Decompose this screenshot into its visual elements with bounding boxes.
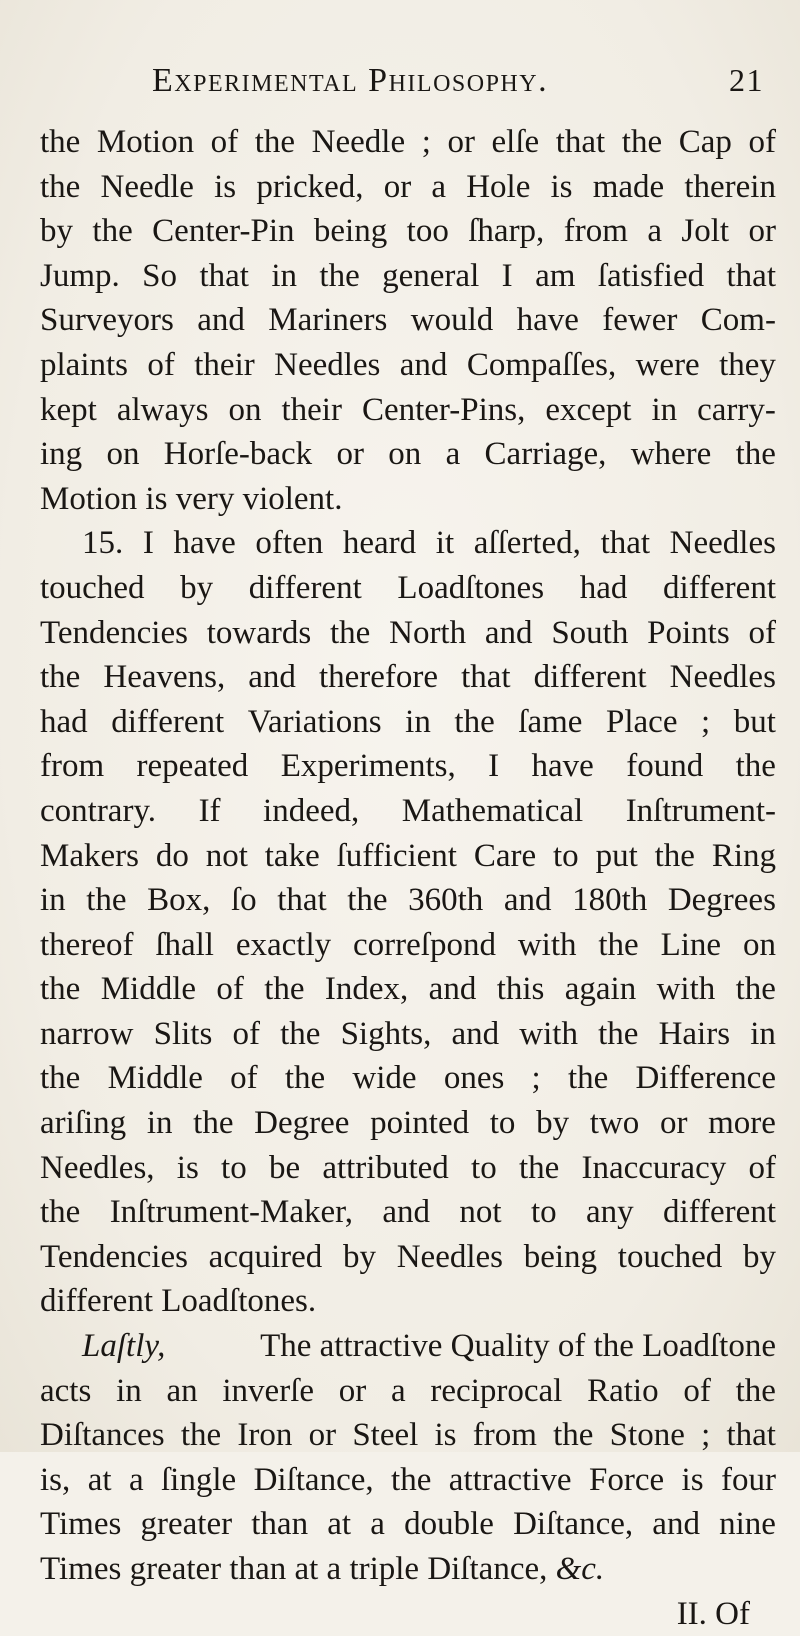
word: Carriage, xyxy=(484,436,607,473)
word: ſharp, xyxy=(468,213,545,250)
word: often xyxy=(255,525,324,562)
word: Sights, xyxy=(340,1015,432,1052)
word: from xyxy=(40,748,105,785)
word: of xyxy=(748,614,776,651)
word: the xyxy=(92,213,133,250)
word: the xyxy=(40,659,81,696)
word: be xyxy=(268,1149,301,1186)
word: the xyxy=(264,971,305,1008)
word: elſe xyxy=(491,124,540,160)
word: the xyxy=(567,1060,609,1097)
word: the xyxy=(553,1417,594,1454)
word: Degrees xyxy=(667,882,776,919)
word: different xyxy=(248,569,362,606)
word: a xyxy=(391,1372,406,1409)
word: Middle xyxy=(107,1060,203,1097)
word: the xyxy=(40,168,81,205)
word: to xyxy=(530,1194,557,1231)
word: of xyxy=(210,124,239,160)
word: the xyxy=(621,124,663,160)
word: ; xyxy=(701,1417,711,1454)
word: wide xyxy=(352,1060,417,1097)
word: the xyxy=(454,703,495,740)
word: or xyxy=(383,168,412,205)
word: more xyxy=(708,1105,776,1142)
word: the xyxy=(284,1060,326,1097)
word: on xyxy=(742,926,776,963)
word: Place xyxy=(606,703,678,740)
word: at xyxy=(87,1461,112,1498)
word: Slits xyxy=(153,1015,213,1052)
word: is xyxy=(550,168,573,205)
catchword-line xyxy=(40,1592,776,1636)
word: too xyxy=(406,213,449,250)
word: plaints xyxy=(40,346,128,383)
text-line xyxy=(40,1190,776,1235)
word: the xyxy=(735,436,776,473)
word: four xyxy=(720,1461,776,1498)
word: contrary. xyxy=(40,792,157,829)
word: to xyxy=(471,1149,497,1186)
word: greater xyxy=(140,1506,233,1543)
text-line xyxy=(40,1235,776,1280)
word: ing xyxy=(40,436,83,473)
word: narrow xyxy=(40,1015,134,1052)
word: or xyxy=(308,1417,337,1454)
word: ſingle xyxy=(161,1461,237,1498)
word: have xyxy=(173,525,236,562)
word: 180th xyxy=(572,882,648,919)
word: Force xyxy=(588,1461,665,1498)
word: heard xyxy=(342,525,417,562)
word: at xyxy=(327,1506,352,1543)
word: kept xyxy=(40,391,97,428)
word: have xyxy=(531,748,594,785)
word: the xyxy=(735,971,776,1008)
word: a xyxy=(370,1506,385,1543)
text-line xyxy=(40,655,776,700)
word: Needle xyxy=(311,124,406,160)
word: of xyxy=(748,124,776,160)
text-line xyxy=(40,521,776,566)
word: and xyxy=(503,882,552,919)
word: ones xyxy=(443,1060,505,1097)
word: different xyxy=(662,1194,776,1231)
word: Center-Pin xyxy=(152,213,295,250)
word: or xyxy=(336,436,364,473)
word: Jolt xyxy=(681,213,730,250)
word: found xyxy=(626,748,704,785)
word: ſhall xyxy=(155,926,214,963)
text-line xyxy=(40,432,776,477)
word: attractive xyxy=(448,1461,572,1498)
word: acquired xyxy=(208,1238,323,1275)
word: different xyxy=(533,659,647,696)
word: Ratio xyxy=(587,1372,659,1409)
word: Com- xyxy=(700,302,776,339)
word: it xyxy=(435,525,455,562)
word: Difference xyxy=(635,1060,776,1097)
word: Care xyxy=(473,837,537,874)
word: or xyxy=(338,1372,367,1409)
word: again xyxy=(564,971,637,1008)
word: or xyxy=(447,124,475,160)
word: general xyxy=(382,257,480,294)
word: were xyxy=(635,346,700,383)
word: on xyxy=(106,436,140,473)
word: by xyxy=(343,1238,376,1275)
word: North xyxy=(389,614,467,651)
word: Motion xyxy=(96,124,195,160)
word: I xyxy=(488,748,500,785)
word: by xyxy=(180,569,214,606)
word: Stone xyxy=(609,1417,685,1454)
paragraph-end-line xyxy=(40,1547,776,1592)
word: to xyxy=(221,1149,247,1186)
word: is xyxy=(434,1417,457,1454)
text-line xyxy=(40,1413,776,1458)
word: the xyxy=(735,1372,776,1409)
word: in xyxy=(405,703,431,740)
text-line xyxy=(40,343,776,388)
word: ſufficient xyxy=(336,837,457,874)
word: but xyxy=(733,703,776,740)
word: therein xyxy=(684,168,776,205)
word: the xyxy=(319,257,360,294)
word: Makers xyxy=(40,837,139,874)
text-line xyxy=(40,834,776,879)
word: Needles xyxy=(669,525,776,562)
word: Heavens, xyxy=(103,659,226,696)
word: different xyxy=(111,703,225,740)
text-line xyxy=(40,165,776,210)
word: in xyxy=(271,257,297,294)
word: in xyxy=(40,882,66,919)
word: attributed xyxy=(322,1149,449,1186)
word: is xyxy=(176,1149,199,1186)
word: ; xyxy=(531,1060,541,1097)
word: Center-Pins, xyxy=(361,391,526,428)
text-line xyxy=(40,1101,776,1146)
word: ſame xyxy=(518,703,583,740)
word: Compaſſes, xyxy=(466,346,617,383)
text-line xyxy=(40,878,776,923)
word: of xyxy=(216,971,244,1008)
lastly-first-line-rest: The attractive Quality of the Loadſtone xyxy=(260,1328,776,1365)
word: Needles xyxy=(274,346,381,383)
word: the xyxy=(598,926,639,963)
word: by xyxy=(742,1238,776,1275)
word: ariſing xyxy=(40,1105,127,1142)
word: thereof xyxy=(40,926,134,963)
word: the xyxy=(347,882,388,919)
word: this xyxy=(496,971,545,1008)
body-text xyxy=(40,120,776,1636)
word: Surveyors xyxy=(40,302,174,339)
word: Mathematical xyxy=(401,792,584,829)
word: or xyxy=(748,213,776,250)
word: the xyxy=(40,1194,81,1231)
word: the xyxy=(40,1060,81,1097)
word: Variations xyxy=(247,703,382,740)
text-line xyxy=(40,744,776,789)
word: of xyxy=(232,1015,260,1052)
word: Needles xyxy=(669,659,776,696)
word: of xyxy=(748,1149,776,1186)
word: Needles, xyxy=(40,1149,155,1186)
word: of xyxy=(147,346,175,383)
word: repeated xyxy=(136,748,249,785)
word: therefore xyxy=(318,659,439,696)
word: of xyxy=(230,1060,258,1097)
word: the xyxy=(391,1461,432,1498)
word: and xyxy=(399,346,448,383)
word: that xyxy=(461,659,511,696)
word: and xyxy=(652,1506,700,1543)
word: 15. xyxy=(82,525,124,562)
running-head-title: Experimental Philosophy. xyxy=(152,62,549,99)
word: that xyxy=(199,257,249,294)
word: they xyxy=(719,346,776,383)
word: their xyxy=(281,391,342,428)
word: with xyxy=(517,926,577,963)
word: the xyxy=(86,882,127,919)
text-line xyxy=(40,388,776,433)
word: ; xyxy=(701,703,711,740)
text-line xyxy=(40,1502,776,1547)
word: do xyxy=(155,837,189,874)
word: any xyxy=(585,1194,634,1231)
word: a xyxy=(445,436,461,473)
word: is, xyxy=(40,1461,71,1498)
text-line xyxy=(40,967,776,1012)
word: carry- xyxy=(697,391,776,428)
word: not xyxy=(459,1194,502,1231)
word: of xyxy=(683,1372,711,1409)
word: or xyxy=(659,1105,688,1142)
word: by xyxy=(536,1105,570,1142)
word: in xyxy=(750,1015,776,1052)
word: always xyxy=(116,391,209,428)
word: have xyxy=(516,302,579,339)
word: and xyxy=(382,1194,431,1231)
word: indeed, xyxy=(263,792,360,829)
word: Index, xyxy=(324,971,409,1008)
word: a xyxy=(128,1461,144,1498)
word: the xyxy=(735,748,776,785)
word: and xyxy=(428,971,477,1008)
word: the xyxy=(40,124,81,160)
word: Diſtance, xyxy=(253,1461,374,1498)
word: Loadſtones xyxy=(397,569,545,606)
text-line xyxy=(40,1056,776,1101)
word: Experiments, xyxy=(280,748,456,785)
catchword: II. Of xyxy=(676,1595,750,1632)
word: Needles xyxy=(396,1238,504,1275)
word: fewer xyxy=(602,302,678,339)
word: the xyxy=(40,971,81,1008)
word: Steel xyxy=(352,1417,419,1454)
word: I xyxy=(142,525,154,562)
word: Line xyxy=(660,926,722,963)
word: the xyxy=(330,614,371,651)
word: being xyxy=(313,213,388,250)
word: Horſe-back xyxy=(163,436,313,473)
word: I xyxy=(501,257,513,294)
word: Hole xyxy=(466,168,531,205)
word: double xyxy=(404,1506,494,1543)
word: Jump. xyxy=(40,257,120,294)
text-line xyxy=(40,700,776,745)
text-line xyxy=(40,611,776,656)
running-head xyxy=(152,62,792,112)
word: Middle xyxy=(100,971,197,1008)
word: 360th xyxy=(408,882,484,919)
word: aſſerted, xyxy=(473,525,581,562)
word: made xyxy=(592,168,665,205)
word: would xyxy=(410,302,494,339)
word: Iron xyxy=(237,1417,293,1454)
word: the xyxy=(180,1417,222,1454)
word: two xyxy=(589,1105,640,1142)
word: not xyxy=(205,837,248,874)
paragraph-end-line: different Loadſtones. xyxy=(40,1283,317,1320)
word: nine xyxy=(719,1506,776,1543)
word: ſo xyxy=(230,882,257,919)
word: Tendencies xyxy=(40,1238,188,1275)
word: exactly xyxy=(235,926,332,963)
paragraph-end-line: Motion is very violent. xyxy=(40,480,343,517)
word: take xyxy=(264,837,320,874)
text-line xyxy=(40,298,776,343)
word: that xyxy=(600,525,651,562)
text-line xyxy=(40,566,776,611)
word: in xyxy=(116,1372,142,1409)
word: ; xyxy=(421,124,431,160)
word: with xyxy=(656,971,716,1008)
lastly-first-line xyxy=(40,1324,776,1369)
word: touched xyxy=(617,1238,723,1275)
word: Diſtance, xyxy=(513,1506,634,1543)
word: that xyxy=(726,1417,776,1454)
word: by xyxy=(40,213,73,250)
text-line xyxy=(40,923,776,968)
word: than xyxy=(251,1506,309,1543)
word: Needle xyxy=(100,168,194,205)
word: Diſtances xyxy=(40,1417,165,1454)
word: the xyxy=(254,124,296,160)
word: reciprocal xyxy=(430,1372,563,1409)
word: So xyxy=(142,257,178,294)
word: and xyxy=(451,1015,500,1052)
word: acts xyxy=(40,1372,92,1409)
word: Hairs xyxy=(658,1015,731,1052)
word: that xyxy=(555,124,606,160)
word: and xyxy=(248,659,296,696)
word: an xyxy=(166,1372,198,1409)
word: the xyxy=(193,1105,234,1142)
word: Tendencies xyxy=(40,614,188,651)
word: correſpond xyxy=(353,926,496,963)
word: except xyxy=(545,391,632,428)
text-line xyxy=(40,1458,776,1503)
word: the xyxy=(518,1149,560,1186)
word: Ring xyxy=(711,837,776,874)
word: a xyxy=(431,168,447,205)
word: pricked, xyxy=(256,168,364,205)
word: with xyxy=(519,1015,578,1052)
word: Inſtrument- xyxy=(625,792,776,829)
final-line-etc: &c. xyxy=(555,1551,605,1587)
page-number: 21 xyxy=(729,62,764,98)
text-line xyxy=(40,209,776,254)
word: Points xyxy=(647,614,730,651)
text-line xyxy=(40,1369,776,1414)
word: is xyxy=(214,168,237,205)
word: Inſtrument-Maker, xyxy=(109,1194,354,1231)
word: the xyxy=(598,1015,639,1052)
word: that xyxy=(277,882,327,919)
word: Degree xyxy=(254,1105,350,1142)
word: on xyxy=(388,436,422,473)
word: Box, xyxy=(147,882,211,919)
word: Cap xyxy=(678,124,732,160)
word: a xyxy=(647,213,662,250)
word: from xyxy=(472,1417,537,1454)
final-line-text: Times greater than at a triple Diſtance, xyxy=(40,1551,548,1587)
text-line xyxy=(40,1012,776,1057)
word: Inaccuracy xyxy=(581,1149,727,1186)
word: in xyxy=(146,1105,173,1142)
word: Times xyxy=(40,1506,122,1543)
word: had xyxy=(579,569,628,606)
word: in xyxy=(651,391,678,428)
word: being xyxy=(523,1238,598,1275)
word: the xyxy=(280,1015,321,1052)
word: South xyxy=(551,614,629,651)
word: Mariners xyxy=(268,302,388,339)
text-line xyxy=(40,254,776,299)
text-line xyxy=(40,789,776,834)
word: where xyxy=(630,436,712,473)
word: pointed xyxy=(370,1105,470,1142)
word: and xyxy=(484,614,533,651)
word: inverſe xyxy=(222,1372,315,1409)
word: touched xyxy=(40,569,145,606)
word: towards xyxy=(206,614,312,651)
word: that xyxy=(726,257,776,294)
word: on xyxy=(228,391,262,428)
word: had xyxy=(40,703,88,740)
word: to xyxy=(553,837,579,874)
word: to xyxy=(489,1105,516,1142)
word: put xyxy=(595,837,638,874)
word: from xyxy=(563,213,628,250)
text-line xyxy=(40,120,776,165)
word: the xyxy=(654,837,695,874)
text-line xyxy=(40,1146,776,1191)
word: and xyxy=(197,302,245,339)
word: their xyxy=(194,346,255,383)
word: am xyxy=(535,257,576,294)
word: ſatisfied xyxy=(597,257,705,294)
word: different xyxy=(662,569,776,606)
word: is xyxy=(681,1461,704,1498)
lastly-lead-word: Laſtly, xyxy=(82,1328,166,1365)
word: If xyxy=(198,792,221,829)
